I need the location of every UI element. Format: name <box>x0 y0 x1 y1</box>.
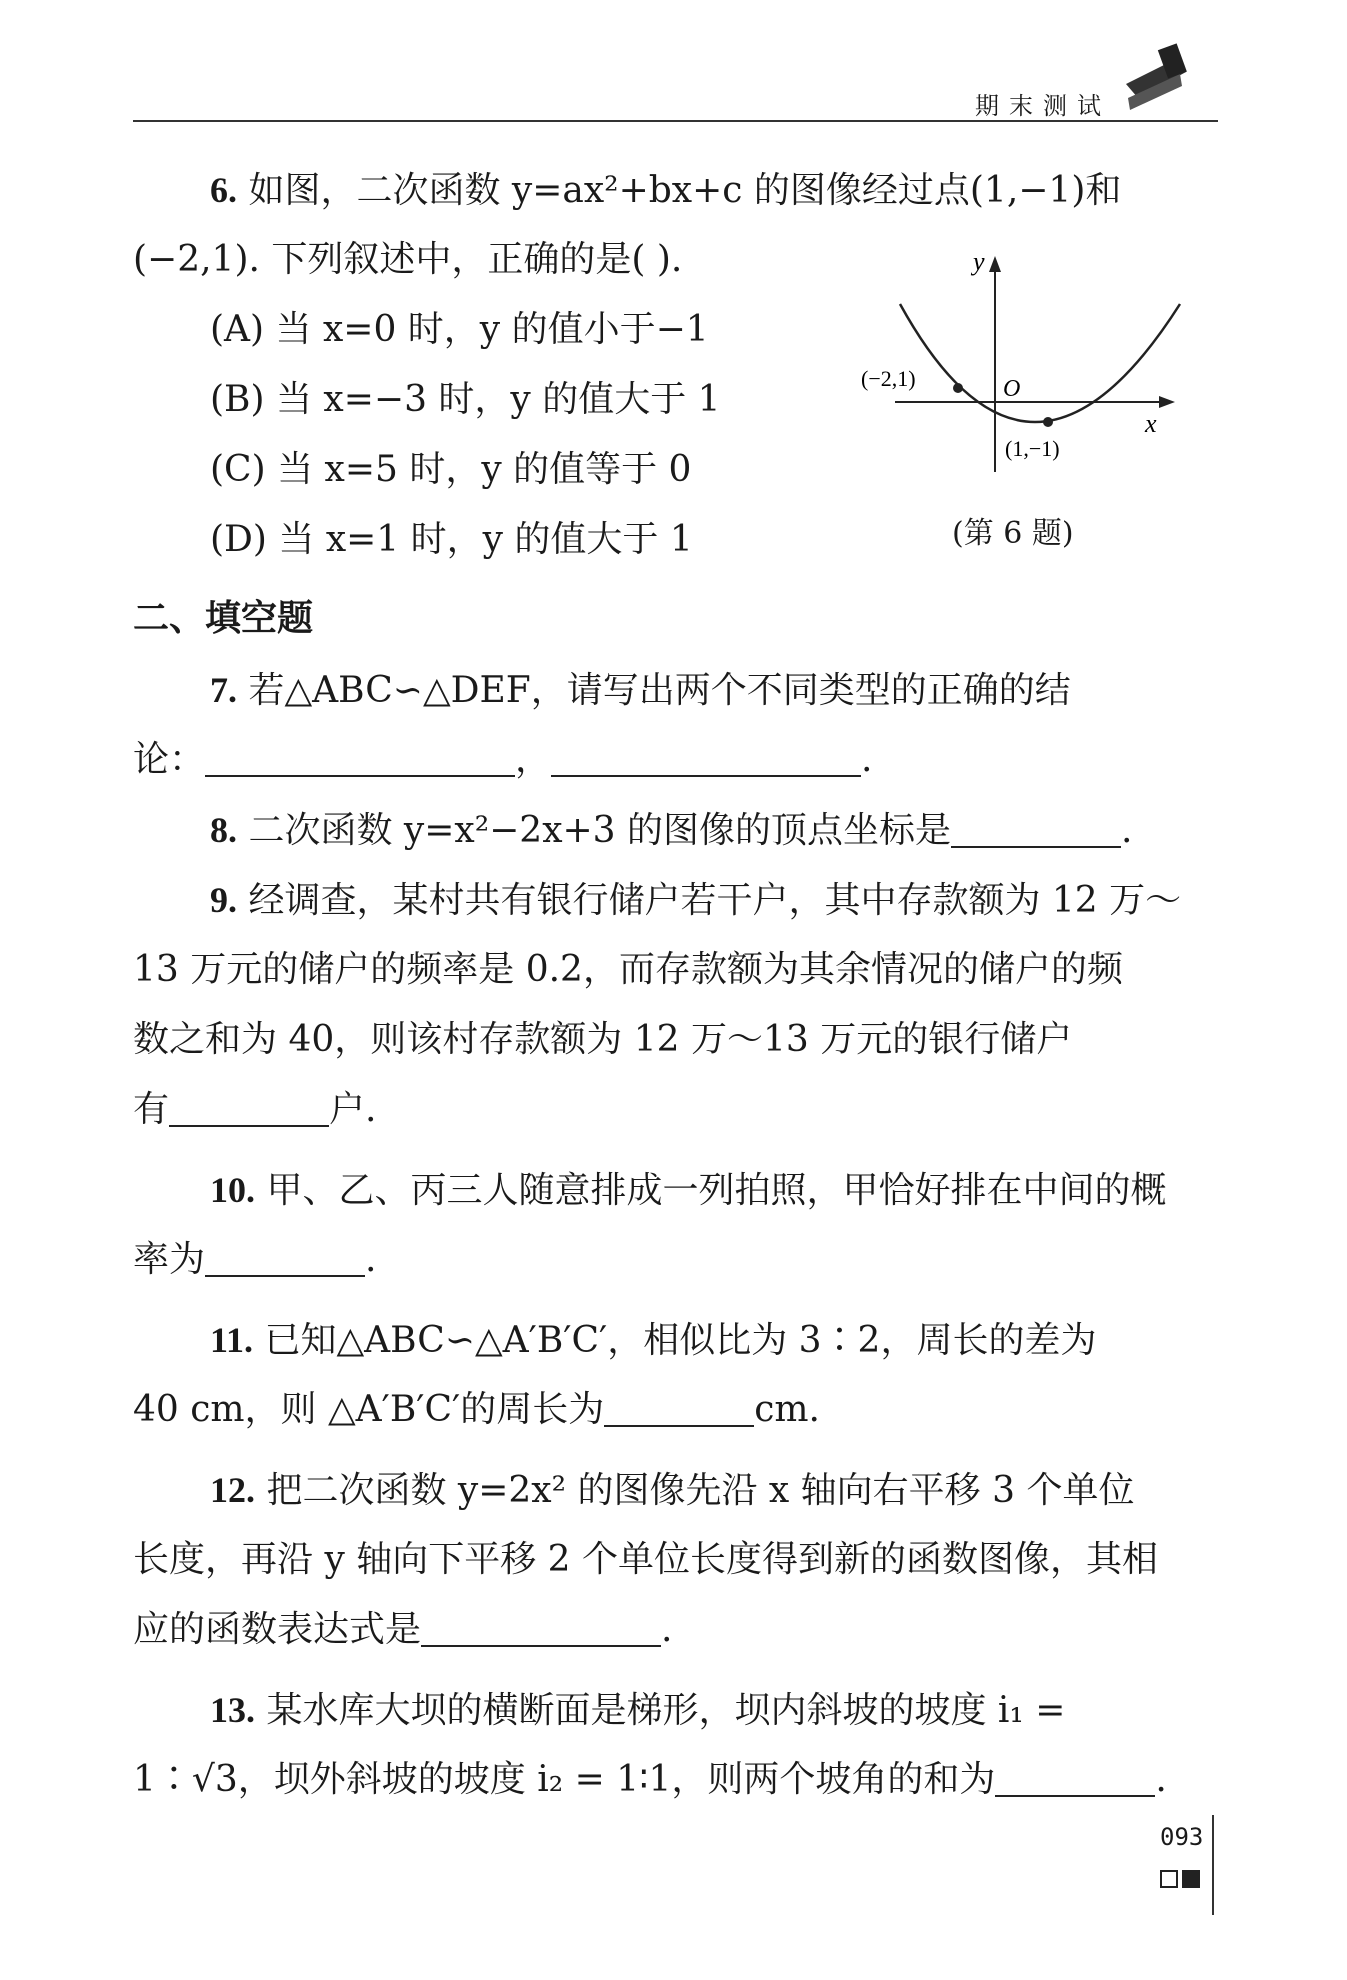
q11-text-line2b: cm. <box>754 1389 820 1430</box>
q7-answer-blank-1[interactable] <box>205 739 515 777</box>
q13-answer-blank[interactable] <box>995 1759 1155 1797</box>
q9-text-line4b: 户. <box>329 1089 377 1130</box>
q8-answer-blank[interactable] <box>951 810 1121 848</box>
q8-line1: 8. 二次函数 y=x²−2x+3 的图像的顶点坐标是 . <box>210 810 1133 851</box>
q12-answer-blank[interactable] <box>421 1609 661 1647</box>
q10-number: 10. <box>210 1170 255 1210</box>
q12-number: 12. <box>210 1470 255 1510</box>
origin-label: O <box>1003 376 1021 402</box>
q6-option-b: (B) 当 x=−3 时，y 的值大于 1 <box>210 379 721 420</box>
header-title: 期末测试 <box>975 92 1111 120</box>
q9-line4 <box>133 1086 376 1134</box>
y-axis-arrow <box>989 256 1001 272</box>
q12-text-line1: 把二次函数 y=2x² 的图像先沿 x 轴向右平移 3 个单位 <box>266 1470 1135 1511</box>
q12-line1 <box>210 1466 1134 1515</box>
q8-number: 8. <box>210 810 237 850</box>
q12-text-line3: 应的函数表达式是 <box>133 1609 422 1650</box>
q6-line1 <box>210 166 1121 215</box>
q10-text-line2: 率为 <box>133 1239 206 1280</box>
q6-option-d: (D) 当 x=1 时，y 的值大于 1 <box>210 519 693 560</box>
q12-text-line2: 长度，再沿 y 轴向下平移 2 个单位长度得到新的函数图像，其相 <box>133 1539 1159 1580</box>
x-axis-arrow <box>1159 396 1175 408</box>
q7-text-line2a: 论： <box>133 739 206 780</box>
header-divider <box>133 120 1218 122</box>
q9-text-line2: 13 万元的储户的频率是 0.2，而存款额为其余情况的储户的频 <box>133 949 1123 990</box>
q7-text-line1: 若△ABC∽△DEF，请写出两个不同类型的正确的结 <box>248 670 1071 711</box>
x-axis-label: x <box>1145 409 1157 438</box>
section-fill-in-title: 二、填空题 <box>133 598 314 639</box>
q6-option-c: (C) 当 x=5 时，y 的值等于 0 <box>210 449 692 490</box>
q13-text-line2: 1∶√3，坝外斜坡的坡度 i₂ = 1∶1，则两个坡角的和为 <box>133 1759 996 1800</box>
page-number: 093 <box>1160 1823 1204 1851</box>
q7-line2: 论： ， . <box>133 739 873 780</box>
point-a <box>953 383 963 393</box>
q11-line2 <box>133 1386 820 1434</box>
q6-option-a: (A) 当 x=0 时，y 的值小于−1 <box>210 309 709 350</box>
q7-line1 <box>210 666 1071 715</box>
q11-number: 11. <box>210 1320 254 1360</box>
q8-text: 二次函数 y=x²−2x+3 的图像的顶点坐标是 <box>248 810 952 851</box>
q11-answer-blank[interactable] <box>604 1389 754 1427</box>
q9-number: 9. <box>210 880 237 920</box>
footer-square-outline-icon <box>1160 1870 1178 1888</box>
q7-answer-blank-2[interactable] <box>551 739 861 777</box>
footer-divider <box>1212 1815 1214 1915</box>
q10-line1 <box>210 1166 1166 1215</box>
q13-number: 13. <box>210 1690 255 1730</box>
q11-text-line2a: 40 cm，则 △A′B′C′的周长为 <box>133 1389 605 1430</box>
q11-text-line1: 已知△ABC∽△A′B′C′，相似比为 3∶2，周长的差为 <box>264 1320 1097 1361</box>
y-axis-label: y <box>973 250 985 276</box>
footer-square-filled-icon <box>1182 1870 1200 1888</box>
q10-text-line1: 甲、乙、丙三人随意排成一列拍照，甲恰好排在中间的概 <box>266 1170 1167 1211</box>
point-a-label: (−2,1) <box>861 366 916 391</box>
q9-line1 <box>210 876 1181 925</box>
parabola-curve <box>900 304 1180 422</box>
q6-figure-caption: (第 6 题) <box>952 516 1074 551</box>
q7-text-line2b: ， <box>515 739 552 780</box>
q7-number: 7. <box>210 670 237 710</box>
q6-text-line2: (−2,1). 下列叙述中，正确的是( ). <box>133 239 683 280</box>
q13-line2: 1∶√3，坝外斜坡的坡度 i₂ = 1∶1，则两个坡角的和为 . <box>133 1759 1167 1800</box>
q10-answer-blank[interactable] <box>205 1239 365 1277</box>
q6-parabola-figure <box>855 250 1185 485</box>
q6-number: 6. <box>210 170 237 210</box>
q6-text-line1: 如图，二次函数 y=ax²+bx+c 的图像经过点(1,−1)和 <box>248 170 1122 211</box>
q13-line1 <box>210 1686 1065 1735</box>
header-book-icon <box>1120 40 1190 122</box>
q10-line2: 率为 . <box>133 1239 377 1280</box>
point-b <box>1043 417 1053 427</box>
q13-text-line1: 某水库大坝的横断面是梯形，坝内斜坡的坡度 i₁ = <box>266 1690 1066 1731</box>
point-b-label: (1,−1) <box>1005 436 1060 461</box>
q12-line3: 应的函数表达式是 . <box>133 1609 673 1650</box>
q9-text-line3: 数之和为 40，则该村存款额为 12 万～13 万元的银行储户 <box>133 1019 1073 1060</box>
q11-line1 <box>210 1316 1096 1365</box>
q9-answer-blank[interactable] <box>169 1089 329 1127</box>
q9-text-line4a: 有 <box>133 1089 170 1130</box>
q9-text-line1: 经调查，某村共有银行储户若干户，其中存款额为 12 万～ <box>248 880 1182 921</box>
